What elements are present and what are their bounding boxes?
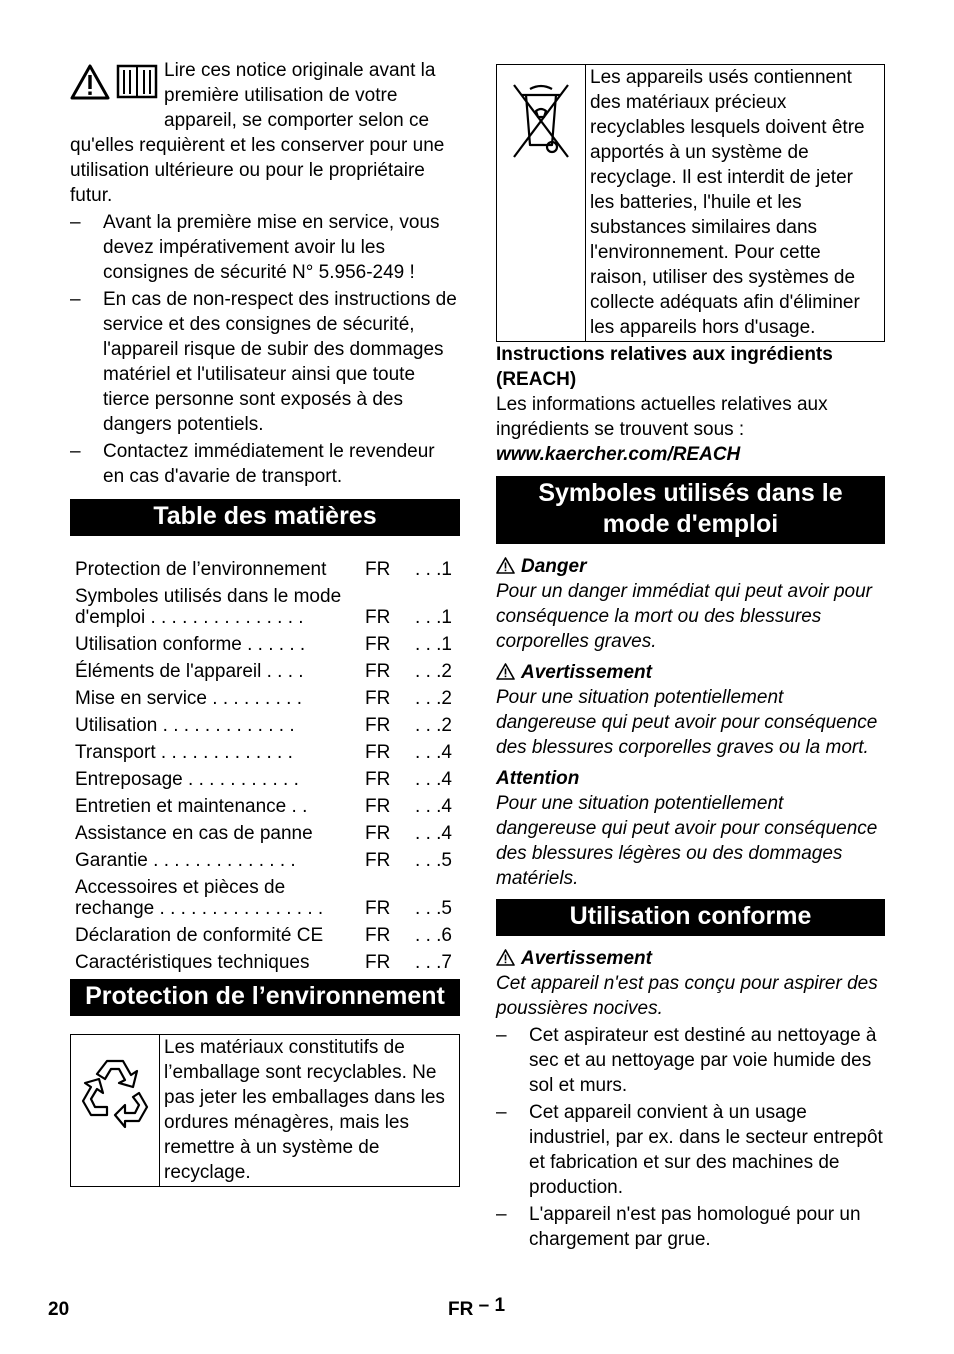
manual-book-icon bbox=[115, 64, 159, 100]
intro-icons bbox=[70, 64, 164, 110]
reach-text: Les informations actuelles relatives aux ingrédients se trouvent sous : bbox=[496, 394, 828, 440]
list-item: – Cet aspirateur est destiné au nettoyage à sec et au nettoyage par voie humide des sol et murs. bbox=[496, 1023, 885, 1098]
page-number: 20 bbox=[48, 1299, 70, 1320]
warning-text: Pour une situation potentiellement dangereuse qui peut avoir pour conséquence des blessures corporelles graves ou la mort. bbox=[496, 687, 878, 758]
attention-title: Attention bbox=[496, 768, 580, 789]
toc-heading: Table des matières bbox=[70, 499, 460, 536]
toc-row[interactable]: Éléments de l'appareil . . . . FR . . .2 bbox=[75, 661, 452, 682]
toc-row[interactable]: Utilisation . . . . . . . . . . . . . FR . . .2 bbox=[75, 715, 452, 736]
use-warning-title: Avertissement bbox=[521, 948, 652, 969]
footer-lang-code: FR bbox=[448, 1299, 474, 1320]
weee-box bbox=[496, 64, 885, 342]
danger-title: Danger bbox=[521, 556, 587, 577]
warning-triangle-icon bbox=[496, 663, 515, 680]
intro-block bbox=[70, 58, 460, 208]
reach-link[interactable]: www.kaercher.com/REACH bbox=[496, 444, 741, 465]
toc-row[interactable]: Déclaration de conformité CE FR . . .6 bbox=[75, 925, 452, 946]
right-column bbox=[496, 64, 885, 1252]
toc-row[interactable]: Assistance en cas de panne FR . . .4 bbox=[75, 823, 452, 844]
env-heading: Protection de l’environnement bbox=[70, 979, 460, 1016]
table-of-contents bbox=[70, 553, 460, 973]
footer-dash-page: – 1 bbox=[478, 1295, 506, 1316]
weee-text: Les appareils usés contiennent des matériaux précieux recyclables lesquels doivent être apportés à un système de recyclage. Il est interdit de jeter les batteries, l'huile et les substances similaires dans l'environnement. Pour cette raison, utiliser des systèmes de collecte adéquats afin d'éliminer les appareils hors d'usage. bbox=[586, 65, 885, 342]
list-item: – L'appareil n'est pas homologué pour un chargement par grue. bbox=[496, 1202, 885, 1252]
intro-text: Lire ces notice originale avant la première utilisation de votre appareil, se comporter selon ce qu'elles requièrent et les conserver pour une utilisation ultérieure ou pour le propriétaire futur. bbox=[70, 60, 445, 206]
symbols-heading: Symboles utilisés dans le mode d'emploi bbox=[496, 476, 885, 544]
toc-row[interactable]: Utilisation conforme . . . . . . FR . . .1 bbox=[75, 634, 452, 655]
warning-triangle-icon bbox=[496, 949, 515, 966]
recycle-icon bbox=[77, 1053, 153, 1129]
warning-triangle-icon bbox=[70, 64, 110, 100]
use-heading: Utilisation conforme bbox=[496, 899, 885, 936]
warning-title: Avertissement bbox=[521, 662, 652, 683]
toc-row[interactable]: Entretien et maintenance . . FR . . .4 bbox=[75, 796, 452, 817]
toc-row[interactable]: Entreposage . . . . . . . . . . . FR . . .4 bbox=[75, 769, 452, 790]
use-warning-text: Cet appareil n'est pas conçu pour aspirer des poussières nocives. bbox=[496, 973, 878, 1019]
list-item: – Contactez immédiatement le revendeur en cas d'avarie de transport. bbox=[70, 439, 460, 489]
toc-row[interactable]: Mise en service . . . . . . . . . FR . . .2 bbox=[75, 688, 452, 709]
toc-row[interactable]: Protection de l’environnement FR . . .1 bbox=[75, 559, 452, 580]
toc-row[interactable]: Symboles utilisés dans le mode d'emploi . . . . . . . . . . . . . . . FR . . .1 bbox=[75, 586, 452, 628]
reach-title: Instructions relatives aux ingrédients (REACH) bbox=[496, 344, 833, 390]
intro-list bbox=[70, 210, 460, 489]
toc-row[interactable]: Accessoires et pièces de rechange . . . . . . . . . . . . . . . . FR . . .5 bbox=[75, 877, 452, 919]
use-list bbox=[496, 1023, 885, 1252]
list-item: – En cas de non-respect des instructions de service et des consignes de sécurité, l'appareil risque de subir des dommages matériel et l'utilisateur ainsi que toute tierce personne sont exposés à des dangers potentiels. bbox=[70, 287, 460, 437]
toc-row[interactable]: Garantie . . . . . . . . . . . . . . FR . . .5 bbox=[75, 850, 452, 871]
list-item: – Cet appareil convient à un usage industriel, par ex. dans le secteur entrepôt et fabrication et sur des machines de production. bbox=[496, 1100, 885, 1200]
danger-text: Pour un danger immédiat qui peut avoir pour conséquence la mort ou des blessures corporelles graves. bbox=[496, 581, 873, 652]
env-box-text: Les matériaux constitutifs de l’emballage sont recyclables. Ne pas jeter les emballages dans les ordures ménagères, mais les remettre à un système de recyclage. bbox=[160, 1035, 460, 1187]
attention-text: Pour une situation potentiellement dangereuse qui peut avoir pour conséquence des blessures légères ou des dommages matériels. bbox=[496, 793, 878, 889]
toc-row[interactable]: Transport . . . . . . . . . . . . . FR . . .4 bbox=[75, 742, 452, 763]
list-item: – Avant la première mise en service, vous devez impérativement avoir lu les consignes de sécurité N° 5.956-249 ! bbox=[70, 210, 460, 285]
warning-triangle-icon bbox=[496, 557, 515, 574]
left-column bbox=[70, 58, 460, 1187]
toc-row[interactable]: Caractéristiques techniques FR . . .7 bbox=[75, 952, 452, 973]
env-box bbox=[70, 1034, 460, 1187]
footer-lang bbox=[448, 1297, 505, 1322]
crossed-bin-icon bbox=[508, 81, 574, 161]
